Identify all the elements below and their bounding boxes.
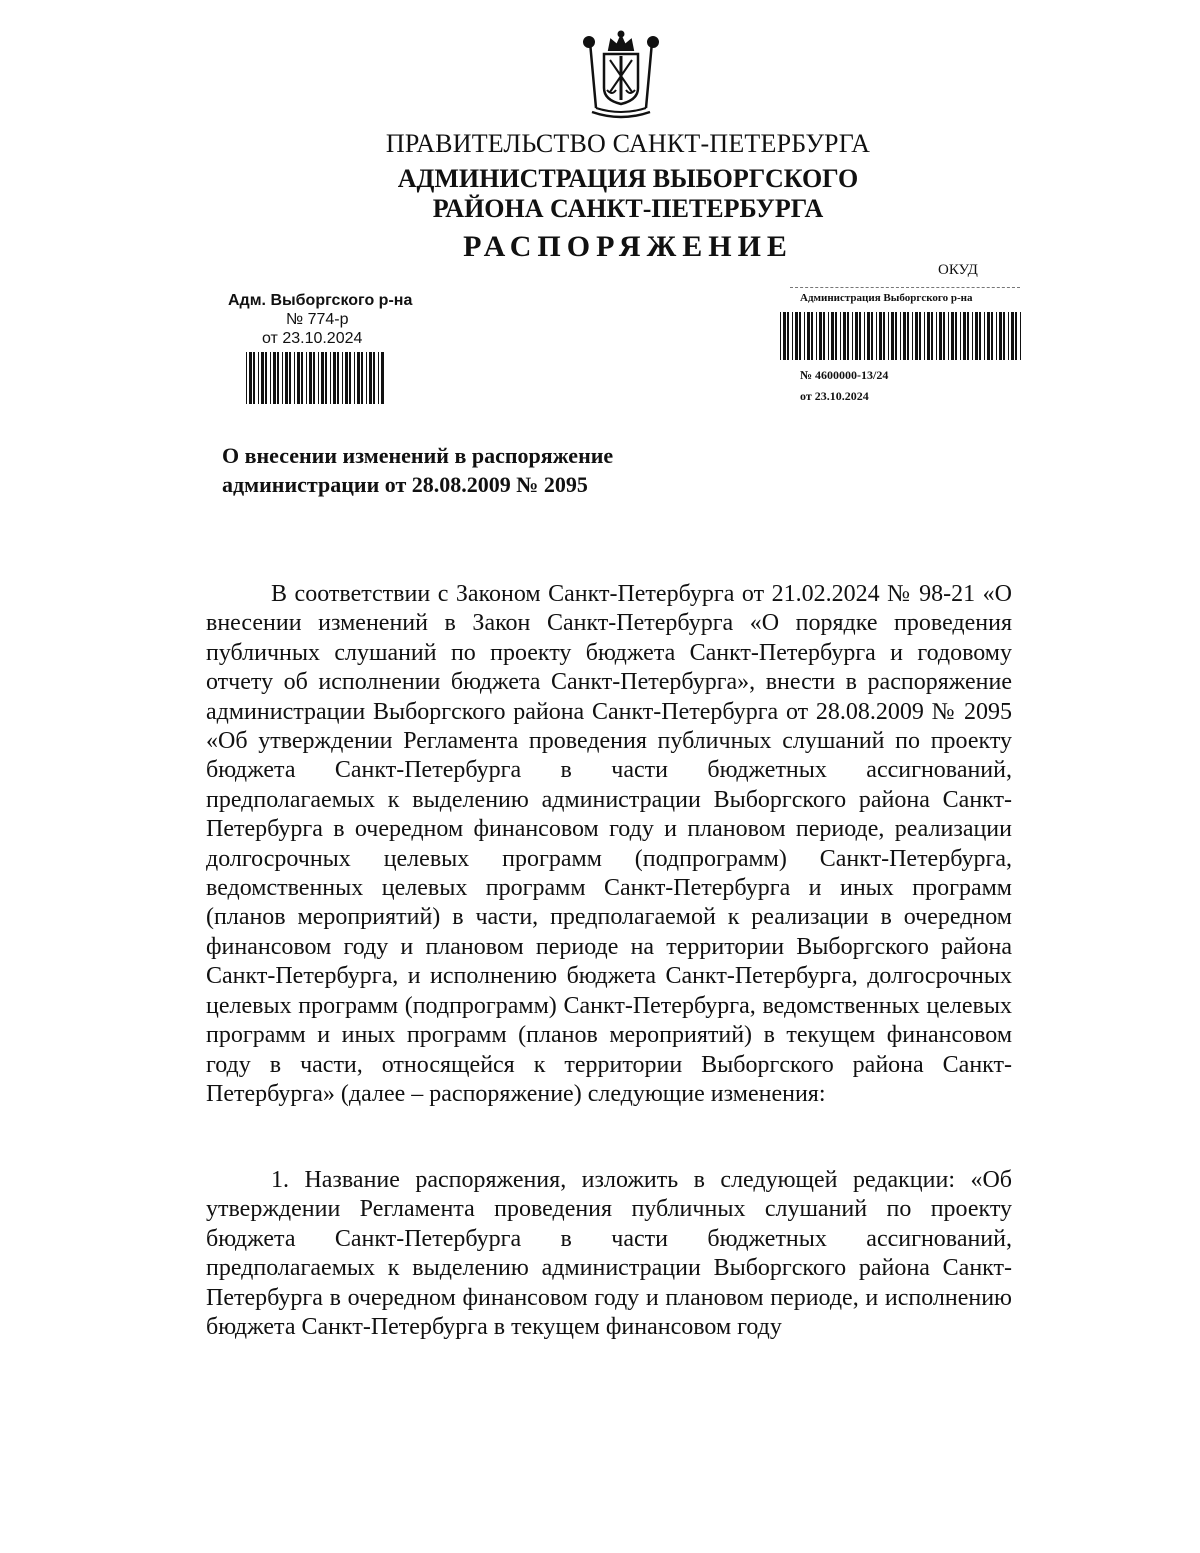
- okud-label: ОКУД: [938, 262, 978, 278]
- barcode-bar: [361, 352, 363, 404]
- barcode-bar: [823, 312, 825, 360]
- barcode-bar: [249, 352, 252, 404]
- barcode-bar: [342, 352, 343, 404]
- barcode-bar: [936, 312, 937, 360]
- barcode-bar: [948, 312, 949, 360]
- barcode-bar: [804, 312, 805, 360]
- barcode-bar: [979, 312, 981, 360]
- barcode-bar: [960, 312, 961, 360]
- barcode-bar: [951, 312, 954, 360]
- barcode-bar: [369, 352, 372, 404]
- document-type-title: РАСПОРЯЖЕНИЕ: [463, 230, 793, 263]
- stamp-left-number: № 774-р: [286, 311, 349, 328]
- barcode-bar: [816, 312, 817, 360]
- barcode-bar: [378, 352, 379, 404]
- barcode-bar: [991, 312, 993, 360]
- barcode-bar: [967, 312, 969, 360]
- barcode-bar: [987, 312, 990, 360]
- barcode-bar: [927, 312, 930, 360]
- barcode-bar: [900, 312, 901, 360]
- barcode-bar: [840, 312, 841, 360]
- barcode-left: [246, 352, 386, 404]
- barcode-bar: [984, 312, 985, 360]
- barcode-bar: [345, 352, 348, 404]
- barcode-bar: [931, 312, 933, 360]
- barcode-bar: [828, 312, 829, 360]
- barcode-bar: [799, 312, 801, 360]
- barcode-bar: [285, 352, 288, 404]
- barcode-bar: [273, 352, 276, 404]
- barcode-bar: [811, 312, 813, 360]
- barcode-bar: [330, 352, 331, 404]
- barcode-bar: [847, 312, 849, 360]
- barcode-bar: [972, 312, 973, 360]
- barcode-bar: [795, 312, 798, 360]
- barcode-bar: [783, 312, 786, 360]
- barcode-bar: [258, 352, 259, 404]
- barcode-bar: [943, 312, 945, 360]
- government-title: ПРАВИТЕЛЬСТВО САНКТ-ПЕТЕРБУРГА: [385, 129, 871, 158]
- barcode-bar: [381, 352, 384, 404]
- body-paragraph-2: 1. Название распоряжения, изложить в следующей редакции: «Об утверждении Регламента проведения публичных слушаний по проекту бюджета Санкт-Петербурга в части бюджетных ассигнований, предполагаемых к выделению администрации Выборгского района Санкт-Петербурга в очередном финансовом году и плановом периоде, и исполнению бюджета Санкт-Петербурга в текущем финансовом году: [206, 1167, 1012, 1341]
- barcode-bar: [787, 312, 789, 360]
- administration-title-line2: РАЙОНА САНКТ-ПЕТЕРБУРГА: [432, 194, 824, 223]
- barcode-bar: [835, 312, 837, 360]
- barcode-bar: [306, 352, 307, 404]
- barcode-bar: [876, 312, 877, 360]
- stamp-right-number: № 4600000-13/24: [800, 368, 889, 382]
- barcode-bar: [919, 312, 921, 360]
- barcode-bar: [1011, 312, 1014, 360]
- barcode-bar: [1008, 312, 1009, 360]
- stamp-right-date: от 23.10.2024: [800, 389, 869, 403]
- barcode-bar: [270, 352, 271, 404]
- barcode-bar: [1015, 312, 1017, 360]
- okud-divider: [790, 287, 1020, 288]
- barcode-bar: [792, 312, 793, 360]
- barcode-bar: [819, 312, 822, 360]
- barcode-bar: [871, 312, 873, 360]
- barcode-bar: [907, 312, 909, 360]
- barcode-bar: [261, 352, 264, 404]
- barcode-bar: [301, 352, 303, 404]
- barcode-bar: [852, 312, 853, 360]
- barcode-bar: [253, 352, 255, 404]
- stamp-left-date: от 23.10.2024: [262, 330, 363, 347]
- barcode-bar: [1003, 312, 1005, 360]
- barcode-bar: [1020, 312, 1021, 360]
- barcode-bar: [895, 312, 897, 360]
- barcode-bar: [277, 352, 279, 404]
- barcode-bar: [354, 352, 355, 404]
- barcode-bar: [879, 312, 882, 360]
- barcode-right: [780, 312, 1024, 360]
- barcode-bar: [924, 312, 925, 360]
- barcode-bar: [337, 352, 339, 404]
- barcode-bar: [915, 312, 918, 360]
- barcode-bar: [373, 352, 375, 404]
- barcode-bar: [999, 312, 1002, 360]
- barcode-bar: [333, 352, 336, 404]
- barcode-bar: [282, 352, 283, 404]
- barcode-bar: [963, 312, 966, 360]
- barcode-bar: [855, 312, 858, 360]
- barcode-bar: [867, 312, 870, 360]
- barcode-bar: [294, 352, 295, 404]
- barcode-bar: [955, 312, 957, 360]
- subject-line-1: О внесении изменений в распоряжение: [222, 443, 614, 468]
- barcode-bar: [859, 312, 861, 360]
- barcode-bar: [780, 312, 781, 360]
- barcode-bar: [891, 312, 894, 360]
- barcode-bar: [265, 352, 267, 404]
- barcode-bar: [313, 352, 315, 404]
- stamp-right-org: Администрация Выборгского р-на: [800, 292, 973, 304]
- stamp-left-org: Адм. Выборгского р-на: [228, 292, 413, 309]
- barcode-bar: [325, 352, 327, 404]
- body-paragraph-1: В соответствии с Законом Санкт-Петербурга от 21.02.2024 № 98-21 «О внесении изменений в Закон Санкт-Петербурга «О порядке проведения публичных слушаний по проекту бюджета Санкт-Петербурга и годовому отчету об исполнении бюджета Санкт-Петербурга», внести в распоряжение администрации Выборгского района Санкт-Петербурга от 28.08.2009 № 2095 «Об утверждении Регламента проведения публичных слушаний по проекту бюджета Санкт-Петербурга в части бюджетных ассигнований, предполагаемых к выделению администрации Выборгского района Санкт-Петербурга в очередном финансовом году и плановом периоде, реализации долгосрочных целевых программ (подпрограмм) Санкт-Петербурга, ведомственных целевых программ Санкт-Петербурга и иных программ (планов мероприятий) в части, предполагаемой к реализации в очередном финансовом году и плановом периоде на территории Выборгского района Санкт-Петербурга, и исполнению бюджета Санкт-Петербурга, долгосрочных целевых программ (подпрограмм) Санкт-Петербурга, ведомственных целевых программ и иных программ (планов мероприятий) в текущем финансовом году в части, относящейся к территории Выборгского района Санкт-Петербурга» (далее – распоряжение) следующие изменения:: [206, 581, 1012, 1107]
- subject-line-2: администрации от 28.08.2009 № 2095: [222, 472, 588, 497]
- barcode-bar: [366, 352, 367, 404]
- barcode-bar: [975, 312, 978, 360]
- barcode-bar: [807, 312, 810, 360]
- barcode-bar: [939, 312, 942, 360]
- barcode-bar: [883, 312, 885, 360]
- administration-title-line1: АДМИНИСТРАЦИЯ ВЫБОРГСКОГО: [397, 164, 859, 193]
- barcode-bar: [357, 352, 360, 404]
- document-subject: [222, 441, 702, 499]
- barcode-bar: [246, 352, 247, 404]
- barcode-bar: [318, 352, 319, 404]
- barcode-bar: [843, 312, 846, 360]
- barcode-bar: [912, 312, 913, 360]
- barcode-bar: [903, 312, 906, 360]
- barcode-bar: [289, 352, 291, 404]
- barcode-bar: [349, 352, 351, 404]
- barcode-bar: [297, 352, 300, 404]
- barcode-bar: [831, 312, 834, 360]
- barcode-bar: [864, 312, 865, 360]
- barcode-bar: [321, 352, 324, 404]
- barcode-bar: [888, 312, 889, 360]
- barcode-bar: [996, 312, 997, 360]
- barcode-bar: [309, 352, 312, 404]
- coat-of-arms-icon: [576, 30, 666, 122]
- registration-stamp-left: [228, 291, 428, 348]
